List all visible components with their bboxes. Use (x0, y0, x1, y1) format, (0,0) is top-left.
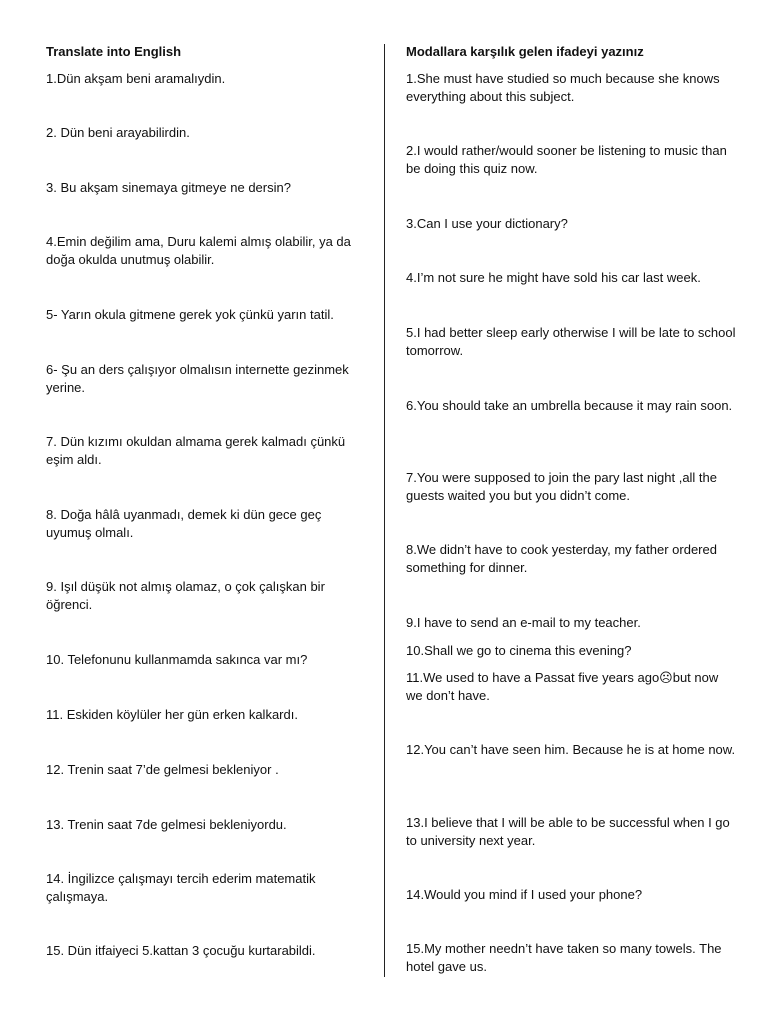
left-item-4: 4.Emin değilim ama, Duru kalemi almış olabilir, ya da doğa okulda unutmuş olabilir. (46, 234, 351, 267)
left-item-15: 15. Dün itfaiyeci 5.kattan 3 çocuğu kurtarabildi. (46, 943, 316, 958)
left-item-12: 12. Trenin saat 7’de gelmesi bekleniyor . (46, 762, 279, 777)
left-item-5: 5- Yarın okula gitmene gerek yok çünkü yarın tatil. (46, 307, 334, 322)
left-item-8: 8. Doğa hâlâ uyanmadı, demek ki dün gece geç uyumuş olmalı. (46, 507, 322, 540)
right-item-7: 7.You were supposed to join the pary last night ,all the guests waited you but you didn’t come. (406, 470, 718, 503)
left-item-10: 10. Telefonunu kullanmamda sakınca var mı? (46, 652, 308, 667)
right-item-12: 12.You can’t have seen him. Because he is at home now. (406, 742, 736, 757)
left-heading: Translate into English (46, 44, 182, 59)
right-item-13: 13.I believe that I will be able to be successful when I go to university next year. (406, 815, 730, 848)
left-item-9: 9. Işıl düşük not almış olamaz, o çok çalışkan bir öğrenci. (46, 579, 325, 612)
right-item-6: 6.You should take an umbrella because it may rain soon. (406, 398, 733, 413)
right-item-1: 1.She must have studied so much because she knows everything about this subject. (406, 71, 720, 104)
right-item-3: 3.Can I use your dictionary? (406, 216, 568, 231)
right-item-5: 5.I had better sleep early otherwise I will be late to school tomorrow. (406, 325, 736, 358)
right-heading: Modallara karşılık gelen ifadeyi yazınız (406, 44, 644, 59)
left-item-2: 2. Dün beni arayabilirdin. (46, 125, 190, 140)
left-item-13: 13. Trenin saat 7de gelmesi bekleniyordu. (46, 817, 287, 832)
left-item-6: 6- Şu an ders çalışıyor olmalısın internette gezinmek yerine. (46, 362, 349, 395)
right-item-14: 14.Would you mind if I used your phone? (406, 887, 643, 902)
left-item-14: 14. İngilizce çalışmayı tercih ederim matematik çalışmaya. (46, 871, 316, 904)
right-item-11: 11.We used to have a Passat five years ago☹but now we don’t have. (406, 670, 719, 703)
right-item-15: 15.My mother needn’t have taken so many towels. The hotel gave us. (406, 941, 722, 974)
right-item-4: 4.I’m not sure he might have sold his car last week. (406, 270, 701, 285)
right-item-10: 10.Shall we go to cinema this evening? (406, 643, 632, 658)
left-item-11: 11. Eskiden köylüler her gün erken kalkardı. (46, 707, 298, 722)
left-item-7: 7. Dün kızımı okuldan almama gerek kalmadı çünkü eşim aldı. (46, 434, 346, 467)
right-item-8: 8.We didn’t have to cook yesterday, my father ordered something for dinner. (406, 542, 717, 575)
column-divider (384, 44, 385, 977)
left-item-1: 1.Dün akşam beni aramalıydin. (46, 71, 226, 86)
right-item-9: 9.I have to send an e-mail to my teacher. (406, 615, 641, 630)
right-item-2: 2.I would rather/would sooner be listening to music than be doing this quiz now. (406, 143, 727, 176)
left-item-3: 3. Bu akşam sinemaya gitmeye ne dersin? (46, 180, 291, 195)
